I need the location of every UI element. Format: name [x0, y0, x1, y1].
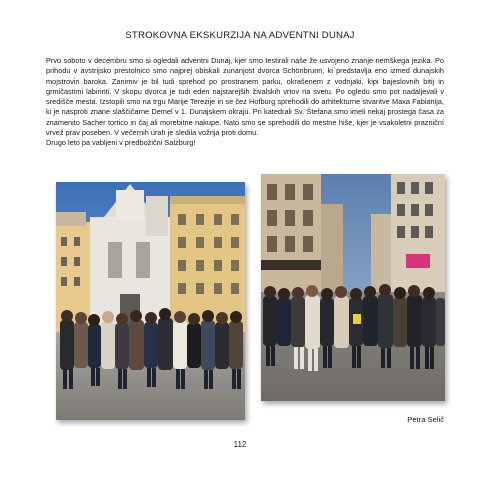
page-number: 112 [233, 440, 247, 449]
page-title: STROKOVNA EKSKURZIJA NA ADVENTNI DUNAJ [125, 30, 355, 41]
author-name: Petra Selič [407, 415, 444, 424]
group-photo-street [261, 174, 445, 401]
paragraph-closing: Drugo leto pa vabljeni v predbožični Salzburg! [46, 138, 196, 148]
paragraph-main: Prvo soboto v decembru smo si ogledali adventni Dunaj, kjer smo testirali naše že usvojeno znanje nemškega jezika. Po prihodu v avstrijsko prestolnico smo najprej obiskali zunanjost dvorca Schönbrunn, ki predstavlja eno izmed dunajskih mojstrovin baroka. Zanimiv je bil tudi sprehod po prostranem parku, okrašenem z vodnjaki, kipi bajeslovnih bitij in grmičastimi labirinti. V skopu dvorca je tudi eden najstarejših živalskih vrtov na svetu. Po ogledu smo pot nadaljevali v središče mesta. Izstopili smo na trgu Marije Terezije in se čez Hofburg sprehodili do arhitekturne stvaritve Maxa Fabianija, ki je nasproti znane slaščičarne Demel v 1. Dunajskem okraju. Pri katedrali Sv. Štefana smo imeli nekaj prostega časa za znamenito Sacher tortico in čaj ali morebitne nakupe. Nato smo se sprehodili do mestne hiše, kjer je vsakoletni prazniční vrvež prav poseben. V večernih urah je sledila vožnja proti domu. [46, 56, 444, 138]
group-photo-church [56, 182, 245, 420]
article-body [46, 56, 444, 149]
